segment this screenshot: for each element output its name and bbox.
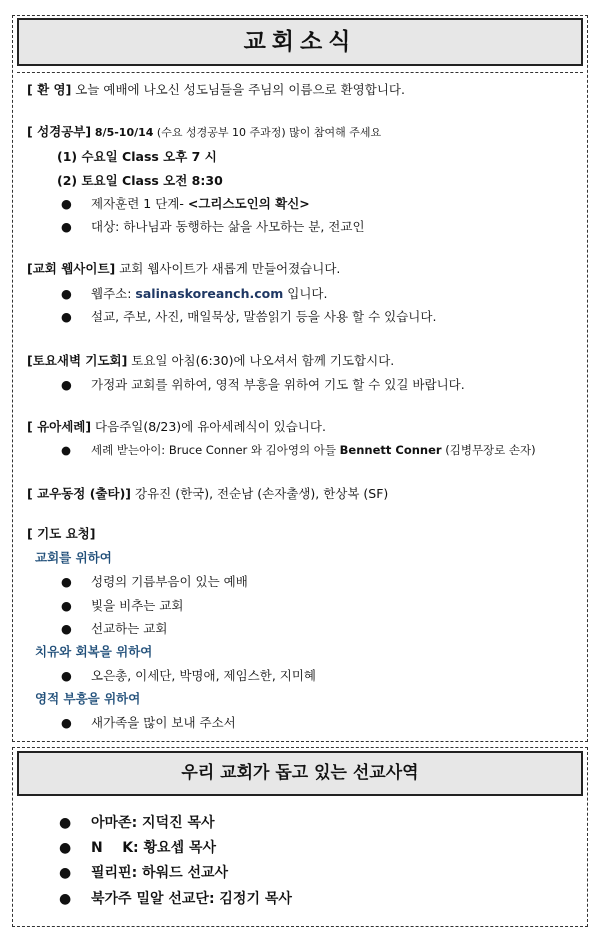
members-line — [27, 484, 388, 502]
dawn-line — [27, 351, 394, 369]
website-bullet-2: ● 설교, 주보, 사진, 매일묵상, 말씀읽기 등을 사용 할 수 있습니다. — [61, 309, 437, 324]
bullet-icon: ● — [61, 377, 72, 392]
dawn-text: 토요일 아침(6:30)에 나오셔서 함께 기도합시다. — [127, 353, 395, 368]
welcome-line — [27, 80, 405, 98]
bible-class-1: (1) 수요일 Class 오후 7 시 — [57, 149, 217, 164]
members-tag: [ 교우동정 (출타)] — [27, 486, 132, 501]
bible-bullet-2: ● 대상: 하나님과 동행하는 삶을 사모하는 분, 전교인 — [61, 219, 365, 234]
welcome-text: 오늘 예배에 나오신 성도님들을 주님의 이름으로 환영합니다. — [71, 82, 405, 97]
missions-section — [12, 747, 588, 927]
prayer-heading-church: 교회를 위하여 — [35, 550, 112, 565]
prayer-church-item: ● 선교하는 교회 — [61, 621, 168, 636]
bullet-icon: ● — [59, 865, 72, 881]
baptism-text: 다음주일(8/23)에 유아세례식이 있습니다. — [91, 419, 326, 434]
bullet-icon: ● — [61, 196, 72, 211]
website-tag: [교회 웹사이트] — [27, 261, 116, 276]
prayer-church-item: ● 빛을 비추는 교회 — [61, 598, 184, 613]
bullet-icon: ● — [61, 219, 72, 234]
mission-item: ● 필리핀: 하워드 선교사 — [59, 865, 229, 881]
bible-line — [27, 122, 381, 140]
members-text: 강유진 (한국), 전순남 (손자출생), 한상복 (SF) — [131, 486, 389, 501]
bullet-icon: ● — [61, 286, 72, 301]
prayer-healing-item: ● 오은총, 이세단, 박명애, 제임스한, 지미혜 — [61, 668, 316, 683]
website-text: 교회 웹사이트가 새롭게 만들어졌습니다. — [115, 261, 341, 276]
prayer-heading-healing: 치유와 회복을 위하여 — [35, 644, 153, 659]
bullet-icon: ● — [59, 891, 72, 907]
bullet-icon: ● — [61, 715, 72, 730]
bullet-icon: ● — [61, 598, 72, 613]
bible-dates: 8/5-10/14 — [91, 126, 154, 139]
missions-title: 우리 교회가 돕고 있는 선교사역 — [17, 751, 583, 796]
welcome-tag: [ 환 영] — [27, 82, 72, 97]
bullet-icon: ● — [61, 621, 72, 636]
website-url-link[interactable]: salinaskoreanch.com — [135, 286, 284, 301]
mission-item: ● N K: 황요셉 목사 — [59, 840, 217, 856]
bible-desc: (수요 성경공부 10 주과정) 많이 참여해 주세요 — [153, 126, 382, 139]
mission-item: ● 북가주 밀알 선교단: 김정기 목사 — [59, 891, 292, 907]
website-bullet-1: ● 웹주소: salinaskoreanch.com 입니다. — [61, 286, 328, 301]
bible-class-2: (2) 토요일 Class 오전 8:30 — [57, 173, 223, 188]
baptism-tag: [ 유아세례] — [27, 419, 92, 434]
baptism-bullet-1: ● 세례 받는아이: Bruce Conner 와 김아영의 아들 Bennett Conner (김병무장로 손자) — [61, 443, 536, 457]
bullet-icon: ● — [61, 574, 72, 589]
bible-bullet-1: ● 제자훈련 1 단계- <그리스도인의 확신> — [61, 196, 310, 211]
prayer-church-item: ● 성령의 기름부음이 있는 예배 — [61, 574, 248, 589]
church-news-title: 교회소식 — [17, 18, 583, 66]
divider — [17, 72, 583, 73]
prayer-heading-revival: 영적 부흥을 위하여 — [35, 691, 141, 706]
prayer-revival-item: ● 새가족을 많이 보내 주소서 — [61, 715, 236, 730]
mission-item: ● 아마존: 지덕진 목사 — [59, 815, 215, 831]
dawn-bullet-1: ● 가정과 교회를 위하여, 영적 부흥을 위하여 기도 할 수 있길 바랍니다. — [61, 377, 465, 392]
baptism-line — [27, 417, 326, 435]
church-news-section — [12, 15, 588, 742]
bullet-icon: ● — [59, 840, 72, 856]
bullet-icon: ● — [59, 815, 72, 831]
bible-tag: [ 성경공부] — [27, 124, 92, 139]
website-line — [27, 259, 340, 277]
bullet-icon: ● — [61, 309, 72, 324]
dawn-tag: [토요새벽 기도회] — [27, 353, 128, 368]
prayer-tag: [ 기도 요청] — [27, 526, 96, 541]
bullet-icon: ● — [61, 443, 72, 457]
bullet-icon: ● — [61, 668, 72, 683]
